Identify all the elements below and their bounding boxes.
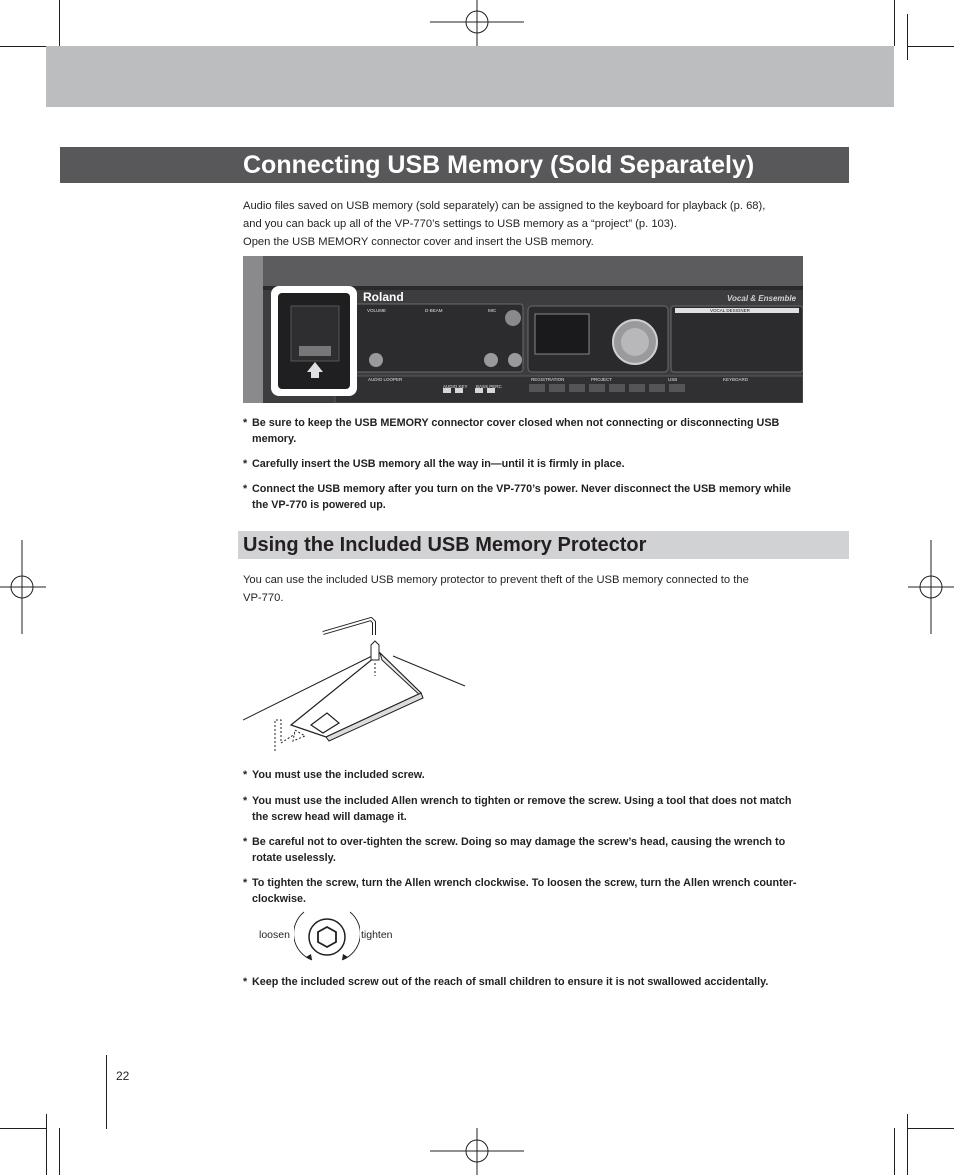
volume-label: VOLUME bbox=[367, 308, 387, 313]
note-star: * bbox=[243, 976, 248, 988]
section-line: You can use the included USB memory protector to prevent theft of the USB memory connected to the bbox=[243, 574, 749, 586]
note-text: Keep the included screw out of the reach of small children to ensure it is not swallowed accidentally. bbox=[252, 976, 769, 988]
note-star: * bbox=[243, 458, 248, 470]
intro-line: Audio files saved on USB memory (sold separately) can be assigned to the keyboard for playback (p. 68), bbox=[243, 200, 766, 212]
intro-paragraph bbox=[243, 197, 803, 251]
note-text: Be careful not to over-tighten the screw. Doing so may damage the screw’s head, causing the wrench to rotate uselessly. bbox=[252, 836, 786, 864]
note-star: * bbox=[243, 795, 248, 807]
header-band bbox=[46, 46, 894, 107]
product-name: Vocal & Ensemble bbox=[727, 294, 797, 303]
registration-mark-top bbox=[430, 0, 524, 50]
note-item bbox=[243, 974, 808, 990]
section-paragraph bbox=[243, 571, 803, 607]
project-label: PROJECT bbox=[591, 377, 613, 382]
note-star: * bbox=[243, 417, 248, 429]
bass-perc-label: BASS PERC bbox=[476, 384, 502, 389]
note-star: * bbox=[243, 483, 248, 495]
note-star: * bbox=[243, 769, 248, 781]
usb-label: USB bbox=[668, 377, 678, 382]
audio-looper-label: AUDIO LOOPER bbox=[368, 377, 403, 382]
note-text: You must use the included Allen wrench to tighten or remove the screw. Using a tool that does not match the screw head will damage it. bbox=[252, 795, 792, 823]
note-text: Be sure to keep the USB MEMORY connector cover closed when not connecting or disconnecting USB memory. bbox=[252, 417, 780, 445]
section-title: Using the Included USB Memory Protector bbox=[243, 534, 647, 556]
intro-line: and you can back up all of the VP-770’s settings to USB memory as a “project” (p. 103). bbox=[243, 218, 677, 230]
note-text: Connect the USB memory after you turn on the VP-770’s power. Never disconnect the USB memory while the VP-770 is powered up. bbox=[252, 483, 791, 511]
note-item bbox=[243, 456, 808, 472]
page-number: 22 bbox=[116, 1069, 130, 1083]
section-line: VP-770. bbox=[243, 592, 284, 604]
note-text: You must use the included screw. bbox=[252, 769, 425, 781]
note-item bbox=[243, 834, 808, 866]
note-item bbox=[243, 767, 808, 783]
mic-label: MIC bbox=[488, 308, 497, 313]
panel-illustration bbox=[243, 256, 803, 403]
usb-protector-illustration bbox=[243, 608, 468, 758]
note-item bbox=[243, 793, 808, 825]
loosen-label: loosen bbox=[259, 929, 290, 941]
intro-line: Open the USB MEMORY connector cover and insert the USB memory. bbox=[243, 236, 594, 248]
note-item bbox=[243, 415, 808, 447]
note-star: * bbox=[243, 877, 248, 889]
keyboard-label: KEYBOARD bbox=[723, 377, 749, 382]
tighten-label: tighten bbox=[361, 929, 393, 941]
note-text: To tighten the screw, turn the Allen wrench clockwise. To loosen the screw, turn the Allen wrench counter-clockwise. bbox=[252, 877, 797, 905]
note-item bbox=[243, 481, 808, 513]
brand-logo: Roland bbox=[363, 290, 404, 304]
note-item bbox=[243, 875, 808, 907]
registration-mark-left bbox=[0, 540, 46, 634]
note-text: Carefully insert the USB memory all the way in—until it is firmly in place. bbox=[252, 458, 625, 470]
audio-key-label: AUDIO KEY bbox=[443, 384, 468, 389]
screw-rotation-diagram bbox=[294, 910, 360, 966]
note-star: * bbox=[243, 836, 248, 848]
registration-label: REGISTRATION bbox=[531, 377, 565, 382]
registration-mark-right bbox=[908, 540, 954, 634]
page-title: Connecting USB Memory (Sold Separately) bbox=[243, 151, 755, 179]
vocal-designer-label: VOCAL DESIGNER bbox=[710, 308, 750, 313]
registration-mark-bottom bbox=[430, 1128, 524, 1175]
dbeam-label: D-BEAM bbox=[425, 308, 443, 313]
